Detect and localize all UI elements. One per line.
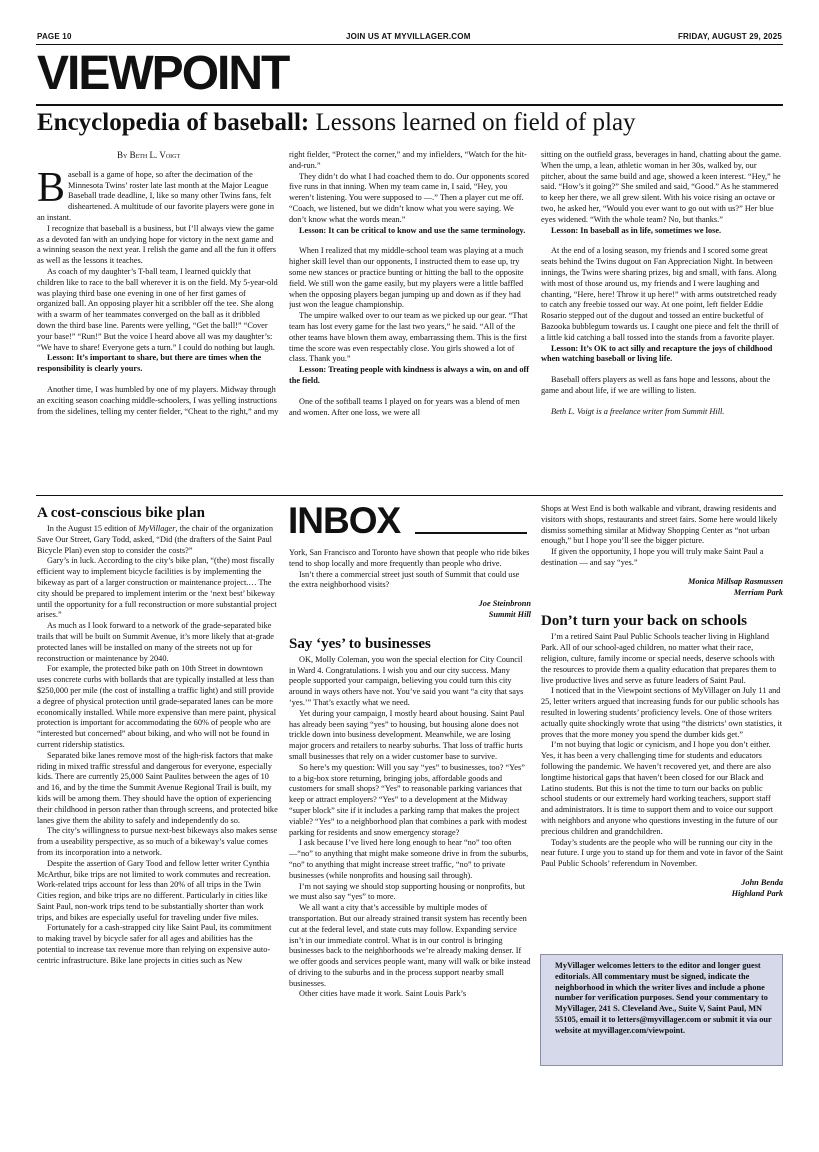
letter-paragraph: Shops at West End is both walkable and vibrant, drawing residents and visitors with shops, restaurants and street fairs. Some here would likely dismiss something similar at Midway Shopping Center as “not urban enough,” but I hope you’ll see the bigger picture.: [541, 504, 778, 546]
inbox-column: [289, 548, 531, 1152]
headline-rest: Lessons learned on field of play: [309, 109, 636, 136]
article-paragraph: One of the softball teams I played on for years was a blend of men and women. After one loss, we were all: [289, 396, 520, 417]
article-column-3: [541, 150, 783, 490]
article-paragraph: The umpire walked over to our team as we picked up our gear. “That team has lost every game for the last two years,” he said. “All of the other teams have blown them away, embarrassing them. This is the first time the score was even respectably close. You girls showed a lot of class. Thank you.”: [289, 311, 528, 364]
lesson-text: Lesson: It’s important to share, but there are times when the responsibility is clearly yours.: [37, 353, 262, 374]
letter-paragraph: Despite the assertion of Gary Tood and fellow letter writer Cynthia McArthur, bike trips are not limited to work commutes and recreation. Work-related trips account for less than 20% of all trips in the Twin Cities region, and bike trips are no different. Particularly in cities like Saint Paul, non-work trips tend to be substantially shorter than work trips, and bikes are especially useful for traveling under five miles.: [37, 858, 271, 922]
signature-place: Merriam Park: [733, 587, 783, 597]
section-rule: [36, 495, 783, 496]
letter-paragraph: I noticed that in the Viewpoint sections of MyVillager on July 11 and 25, letter writers argued that increasing funds for our public schools has resulted in lowering students’ proficiency levels. One of those writers actually quite shockingly wrote that using “the districts’ own statistics, it proves that the more money you spend the dumber kids get.”: [541, 686, 783, 739]
header-tagline[interactable]: JOIN US AT MYVILLAGER.COM: [346, 32, 471, 41]
letter-paragraph: Yet during your campaign, I mostly heard about housing. Saint Paul has already been saying “yes” to housing, but housing alone does not trickle down into business development. Meanwhile, we are losing major grocers and retailers to nearby suburbs. That loss of traffic hurts small businesses that rely on a wider customer base to survive.: [289, 708, 525, 761]
issue-date: FRIDAY, AUGUST 29, 2025: [677, 32, 782, 41]
letters-policy-text: MyVillager welcomes letters to the editor and longer guest editorials. All commentary must be signed, indicate the neighborhood in which the writer lives and include a phone number for verification purposes. Send your commentary to MyVillager, 241 S. Cleveland Ave., Suite V, Saint Paul, MN 55105, email it to letters@myvillager.com or submit it via our website at myvillager.com/viewpoint.: [555, 961, 772, 1035]
letter-paragraph: As much as I look forward to a network of the grade-separated bike trails that will be built on Summit Avenue, it’s more likely that at-grade protected lanes will be installed on many of the streets not up for reconstruction or maintenance by 2040.: [37, 621, 274, 663]
letter-paragraph: OK, Molly Coleman, you won the special election for City Council in Ward 4. Congratulations. I wish you and our city success. Many people supported your campaign, believing you could turn this city around in ways others have not. You’ve said you want “a city that says ‘yes.’” That’s exactly what we need.: [289, 654, 524, 707]
lesson-text: Lesson: It can be critical to know and use the same terminology.: [299, 225, 526, 235]
letter-paragraph: I’m not saying we should stop supporting housing or nonprofits, but we must also say “yes” to more.: [289, 881, 526, 902]
letter-paragraph: Today’s students are the people who will be running our city in the near future. I urge you to stand up for them and vote in favor of the Saint Paul Public Schools’ referendum in November.: [541, 837, 783, 869]
article-column-2: [289, 150, 531, 490]
signature-name: Joe Steinbronn: [478, 599, 531, 609]
letter-paragraph: I ask because I’ve lived here long enough to hear “no” too often—“no” to anything that might make someone drive in from the suburbs, “no” to anything that might increase street traffic, “no” to private businesses (while nonprofits and housing sail through).: [289, 838, 529, 880]
letter-bike-plan: [37, 504, 279, 1152]
signature-name: John Benda: [741, 877, 783, 887]
inbox-title: INBOX: [288, 500, 401, 541]
letter-paragraph: We all want a city that’s accessible by multiple modes of transportation. But our already strained transit system has recently been cut at the federal level, and state cuts may follow. Expanding service isn’t in our immediate control. What is in our control is bringing businesses back to the neighborhoods we’re already making denser. If we offer goods and services people want, many will walk or bike instead of driving to the suburbs and in the process support nearby small businesses.: [289, 903, 531, 988]
letter-paragraph: Isn’t there a commercial street just south of Summit that could use the extra neighborhood visits?: [289, 569, 520, 590]
article-paragraph: I recognize that baseball is a business, but I’ll always view the game as a devoted fan with an undying hope for victory in the next game and a winning season the next year. I relish the game and all the fun it offers as well as the lessons it teaches.: [37, 223, 277, 266]
letter-paragraph: Fortunately for a cash-strapped city like Saint Paul, its commitment to making travel by bicycle safer for all ages and abilities has the potential to increase tax revenue more than relying on expensive auto-centric infrastructure. Bike lane projects in cities such as New: [37, 923, 272, 965]
article-paragraph: As coach of my daughter’s T-ball team, I learned quickly that children like to race to the ball wherever it is on the field. My 5-year-old was playing third base one evening in one of her first games of organized ball. An opposing player hit a scribbler off the tee. She along with a swarm of her teammates converged on the ball as it dribbled down the third base line. Parents were yelling, “Get the ball!” “Cover your base!” “Run!” But the voice I heard above all was my daughter’s: “We have to share! Everyone gets a turn.” I could do nothing but laugh.: [37, 266, 278, 352]
author-bio: Beth L. Voigt is a freelance writer from Summit Hill.: [551, 406, 725, 416]
letter-title: Don’t turn your back on schools: [541, 613, 748, 630]
letter-paragraph: Gary’s in luck. According to the city’s bike plan, “(the) most fiscally efficient way to implement bicycle facilities is by implementing the bikeway as part of a larger construction or maintenance project.… The city should be prepared to implement interim or the ‘next best’ bikeway until the opportunity for a full reconstruction or more substantial project arises.”: [37, 556, 277, 620]
article-paragraph: When I realized that my middle-school team was playing at a much higher skill level than our opponents, I instructed them to ease up, try some new stances or practice bunting or hitting the ball to the opposite field. We still won the game easily, but my players were a little baffled when the opposing players began jumping up and down as if they had just won the league championship.: [289, 246, 524, 310]
section-title: VIEWPOINT: [37, 47, 289, 100]
letter-paragraph: So here’s my question: Will you say “yes” to businesses, too? “Yes” to a big-box store returning, bringing jobs, affordable goods and customers for small shops? “Yes” to reasonable parking variances that keep or attract employers? “Yes” to a development at the Midway “super block” site if it includes a parking ramp that makes the project viable? “Yes” to a neighborhood plan that combines a park with modest parking for residents and snow emergency storage?: [289, 762, 528, 837]
letter-paragraph: Other cities have made it work. Saint Louis Park’s: [299, 989, 467, 999]
signature-place: Highland Park: [731, 888, 783, 898]
letter-paragraph: I’m not buying that logic or cynicism, and I hope you don’t either. Yes, it has been a very challenging time for students and educators following the pandemic. We haven’t recovered yet, and there are also longtime historical gaps that haven’t been closed for our Black and Latino students. But this is not the time to turn our backs on public school students or our extremely hard working teachers, support staff and administrators. It is time to support them and to voice our support with neighbors and anyone who questions investing in the future of our precious children and grandchildren.: [541, 740, 778, 836]
headline-bold: Encyclopedia of baseball:: [37, 109, 310, 136]
letter-title: A cost-conscious bike plan: [37, 505, 205, 521]
publication-name: MyVillager: [138, 524, 176, 533]
byline: By Beth L. Voigt: [117, 150, 181, 160]
title-rule: [36, 104, 783, 106]
article-column-1: [37, 150, 279, 490]
signature-name: Monica Millsap Rasmussen: [688, 576, 783, 586]
signature-place: Summit Hill: [488, 609, 531, 619]
letters-policy-box: [540, 954, 783, 1066]
main-headline: [37, 110, 636, 135]
article-paragraph: right fielder, “Protect the corner,” and my infielders, “Watch for the hit-and-run.”: [289, 150, 527, 170]
lesson-text: Lesson: Treating people with kindness is always a win, on and off the field.: [289, 365, 530, 385]
inbox-rule: [415, 532, 527, 534]
letter-paragraph: In the August 15 edition of MyVillager, the chair of the organization Save Our Street, Gary Todd, asked, “Did (the drafters of the Saint Paul Bicycle Plan) even stop to consider the costs?”: [37, 524, 273, 555]
lesson-text: Lesson: In baseball as in life, sometimes we lose.: [551, 225, 722, 235]
article-paragraph: At the end of a losing season, my friends and I scored some great seats behind the Twins dugout on Fan Appreciation Night. In between innings, the Twins were sharing prizes, big and small, with fans. Along with most of those around us, my friends and I were laughing and chanting, “Here, here! Throw it up here!” with arms outstretched ready to catch any freebie tossed our way. At one point, left fielder Eddie Rosario stepped out of the dugout and tossed an entire bucketful of Bazooka bubblegum towards us. I caught one piece and felt the thrill of a little kid catching a ball tossed into the stands from a favorite player.: [541, 246, 779, 342]
lesson-text: Lesson: It’s OK to act silly and recapture the joys of childhood when watching baseball or living life.: [541, 343, 773, 364]
letter-paragraph: For example, the protected bike path on 10th Street in downtown uses concrete curbs with bollards that are typically installed at less than $250,000 per mile (the cost of installing a traffic light) and still provide a degree of physical protection until grade-separated lanes can be more economically installed. While more expensive than mere paint, physical protection is important for accommodating the 60% of people who are “interested but concerned” about biking, and who will not be found in current ridership statistics.: [37, 664, 276, 749]
letter-paragraph: Separated bike lanes remove most of the high-risk factors that make riding in mixed traffic stressful and dangerous for everyone, especially kids. There are currently 25,000 Saint Paulites between the ages of 10 and 16, and by the time the Summit Avenue Regional Trail is built, my kids will be among them. They should have the option of experiencing their childhood in person rather than through screens, and protected bike lanes give them the ability to safely and independently do so.: [37, 750, 278, 825]
drop-cap: B: [37, 164, 66, 211]
letter-paragraph: York, San Francisco and Toronto have shown that people who ride bikes tend to shop locally and more frequently than people who drive.: [289, 548, 530, 568]
letter-paragraph: The city’s willingness to pursue next-best bikeways also makes sense from a useability perspective, as so much of a bikeway’s value comes from its incorporation into a network.: [37, 826, 278, 857]
article-paragraph: Baseball offers players as well as fans hope and lessons, about the game and about life, if we are willing to listen.: [541, 375, 771, 395]
letter-paragraph: If given the opportunity, I hope you will truly make Saint Paul a destination — and say “yes.”: [541, 547, 764, 567]
letter-paragraph: I’m a retired Saint Paul Public Schools teacher living in Highland Park. All of our school-aged children, no matter what their race, religion, culture, family income or special needs, deserve schools with the resources to provide them a quality education that prepares them to live productive lives and serve as future leaders of Saint Paul.: [541, 632, 777, 685]
letter-title: Say ‘yes’ to businesses: [289, 635, 431, 652]
letters-right-column: [541, 504, 783, 950]
header-rule: [36, 44, 783, 45]
article-paragraph: sitting on the outfield grass, beverages in hand, chatting about the game. When the ump, a lean, athletic woman in her 30s, walked by, our pitcher, about the same build and age, showed a keen interest. “Hey,” he said. “How’s it going?” She smiled and said, “Good.” As he stammered to keep her there, we all grew silent. With his voice rising an octave or two, he asked her, “Would you ever want to go out with us?” Her blue eyes widened. “With the whole team? No, but thanks.”: [541, 150, 782, 224]
article-paragraph: They didn’t do what I had coached them to do. Our opponents scored five runs in that inning. When my team came in, I said, “Hey, you weren’t listening. You were supposed to —.” Then a player cut me off. “Coach, we listened, but we didn’t know what you were saying. We don’t know what the words mean.”: [289, 171, 530, 224]
article-paragraph: Another time, I was humbled by one of my players. Midway through an exciting season coaching middle-schoolers, I was yelling instructions from the sidelines, telling my center fielder, “Cheat to the right,” and my: [37, 384, 279, 416]
page-number: PAGE 10: [37, 32, 72, 41]
article-paragraph: Baseball is a game of hope, so after the decimation of the Minnesota Twins’ roster late last month at the Major League Baseball trade deadline, I, like so many other Twins fans, felt disheartened. A multitude of our favorite players were gone in an instant.: [37, 164, 274, 222]
